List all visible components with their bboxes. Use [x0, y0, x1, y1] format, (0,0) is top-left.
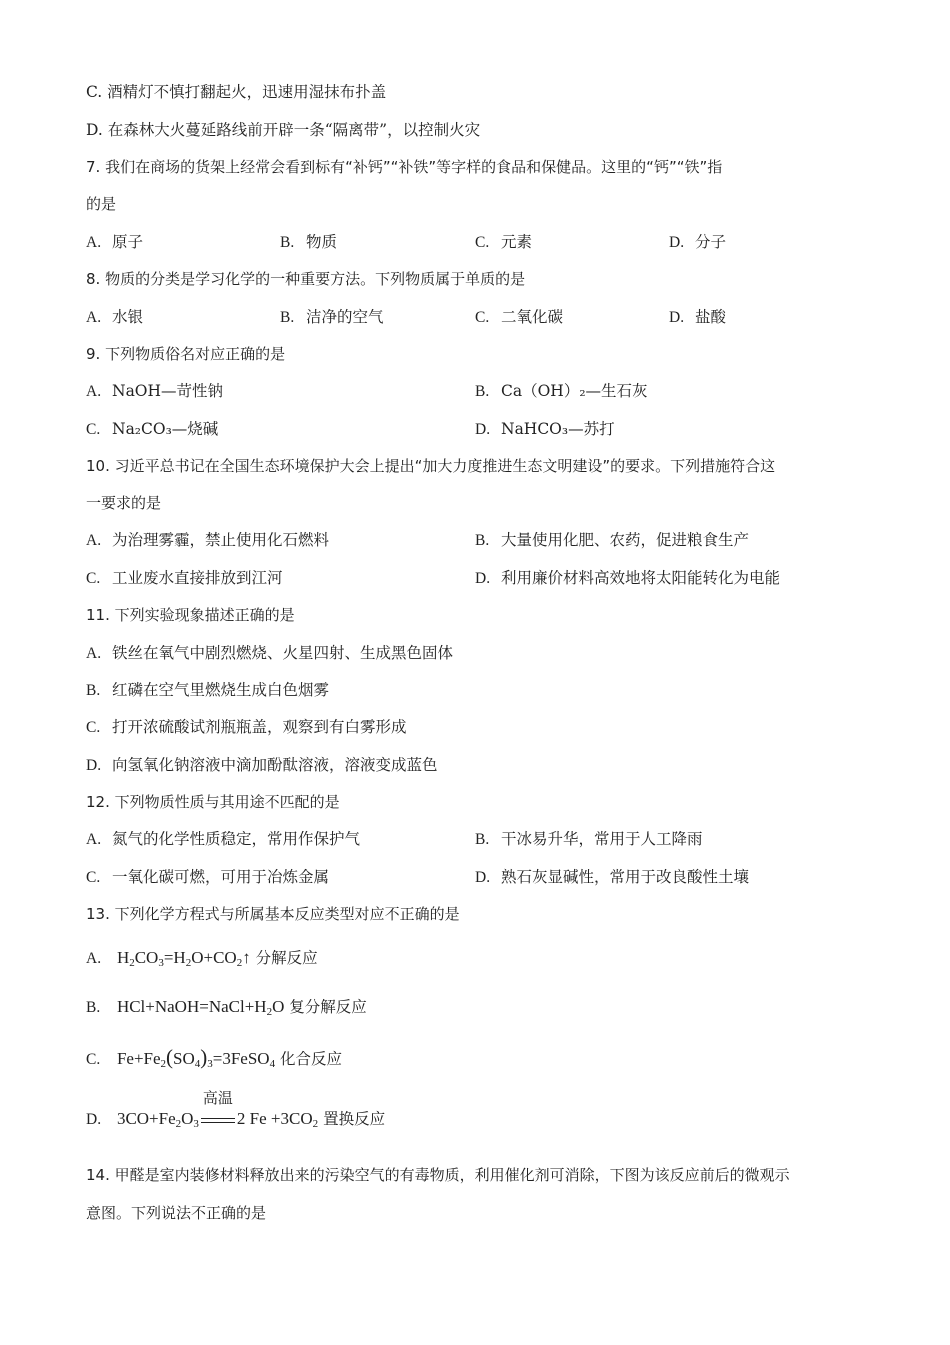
q10-option-b: B. 大量使用化肥、农药，促进粮食生产	[475, 531, 750, 549]
q10-option-d: D. 利用廉价材料高效地将太阳能转化为电能	[475, 569, 781, 587]
q6-option-d: D. 在森林大火蔓延路线前开辟一条“隔离带”，以控制火灾	[86, 121, 481, 139]
q9-stem: 9. 下列物质俗名对应正确的是	[86, 345, 286, 363]
q9-option-d: D. NaHCO₃—苏打	[475, 420, 615, 438]
q13-equation-d: $3CO+Fe_2O_3$ 高温 2 $Fe +3CO_2$	[116, 1091, 319, 1130]
q12-stem: 12. 下列物质性质与其用途不匹配的是	[86, 793, 340, 811]
q8-option-b: B. 洁净的空气	[280, 308, 384, 326]
q7-stem-line2: 的是	[86, 195, 117, 213]
q9-option-b: B. Ca（OH）₂—生石灰	[475, 382, 648, 400]
q8-stem: 8. 物质的分类是学习化学的一种重要方法。下列物质属于单质的是	[86, 270, 526, 288]
q10-stem-line1: 10. 习近平总书记在全国生态环境保护大会上提出“加大力度推进生态文明建设”的要求。下列措施符合这	[86, 457, 776, 475]
q7-option-d: D. 分子	[669, 233, 727, 251]
q10-stem-line2: 一要求的是	[86, 494, 162, 512]
q10-option-a: A. 为治理雾霾，禁止使用化石燃料	[86, 531, 330, 549]
q14-stem-line2: 意图。下列说法不正确的是	[86, 1204, 267, 1222]
q13-equation-a: $H_2CO_3=H_2O+CO_2↑$	[116, 948, 251, 969]
q9-option-c: C. Na₂CO₃—烧碱	[86, 420, 219, 438]
q8-option-a: A. 水银	[86, 308, 144, 326]
q12-option-a: A. 氮气的化学性质稳定，常用作保护气	[86, 830, 361, 848]
q7-option-c: C. 元素	[475, 233, 533, 251]
q11-stem: 11. 下列实验现象描述正确的是	[86, 606, 295, 624]
q6-option-c: C. 酒精灯不慎打翻起火，迅速用湿抹布扑盖	[86, 83, 387, 101]
q13-option-d: D. $3CO+Fe_2O_3$ 高温 2 $Fe +3CO_2$ 置换反应	[86, 1091, 386, 1130]
q13-equation-b: $HCl+NaOH=NaCl+H_2O$	[116, 997, 285, 1018]
q13-equation-c: $Fe+Fe_2(SO_4)_3=3FeSO_4$	[116, 1045, 276, 1070]
q11-option-c: C. 打开浓硫酸试剂瓶瓶盖，观察到有白雾形成	[86, 718, 407, 736]
q13-option-b: B. $HCl+NaOH=NaCl+H_2O$ 复分解反应	[86, 997, 367, 1018]
q13-option-c: C. $Fe+Fe_2(SO_4)_3=3FeSO_4$ 化合反应	[86, 1045, 343, 1070]
q13-stem: 13. 下列化学方程式与所属基本反应类型对应不正确的是	[86, 905, 460, 923]
q11-option-a: A. 铁丝在氧气中剧烈燃烧、火星四射、生成黑色固体	[86, 644, 454, 662]
q11-option-d: D. 向氢氧化钠溶液中滴加酚酞溶液，溶液变成蓝色	[86, 756, 438, 774]
q10-option-c: C. 工业废水直接排放到江河	[86, 569, 283, 587]
q11-option-b: B. 红磷在空气里燃烧生成白色烟雾	[86, 681, 330, 699]
q7-option-b: B. 物质	[280, 233, 338, 251]
q7-stem-line1: 7. 我们在商场的货架上经常会看到标有“补钙”“补铁”等字样的食品和保健品。这里的“钙”“铁”指	[86, 158, 723, 176]
q8-option-c: C. 二氧化碳	[475, 308, 564, 326]
q8-option-d: D. 盐酸	[669, 308, 727, 326]
q7-option-a: A. 原子	[86, 233, 144, 251]
q12-option-d: D. 熟石灰显碱性，常用于改良酸性土壤	[475, 868, 750, 886]
q14-stem-line1: 14. 甲醛是室内装修材料释放出来的污染空气的有毒物质，利用催化剂可消除，下图为该反应前后的微观示	[86, 1166, 790, 1184]
q13-option-a: A. $H_2CO_3=H_2O+CO_2↑$ 分解反应	[86, 948, 318, 969]
q12-option-b: B. 干冰易升华，常用于人工降雨	[475, 830, 703, 848]
q12-option-c: C. 一氧化碳可燃，可用于冶炼金属	[86, 868, 330, 886]
q9-option-a: A. NaOH—苛性钠	[86, 382, 224, 400]
